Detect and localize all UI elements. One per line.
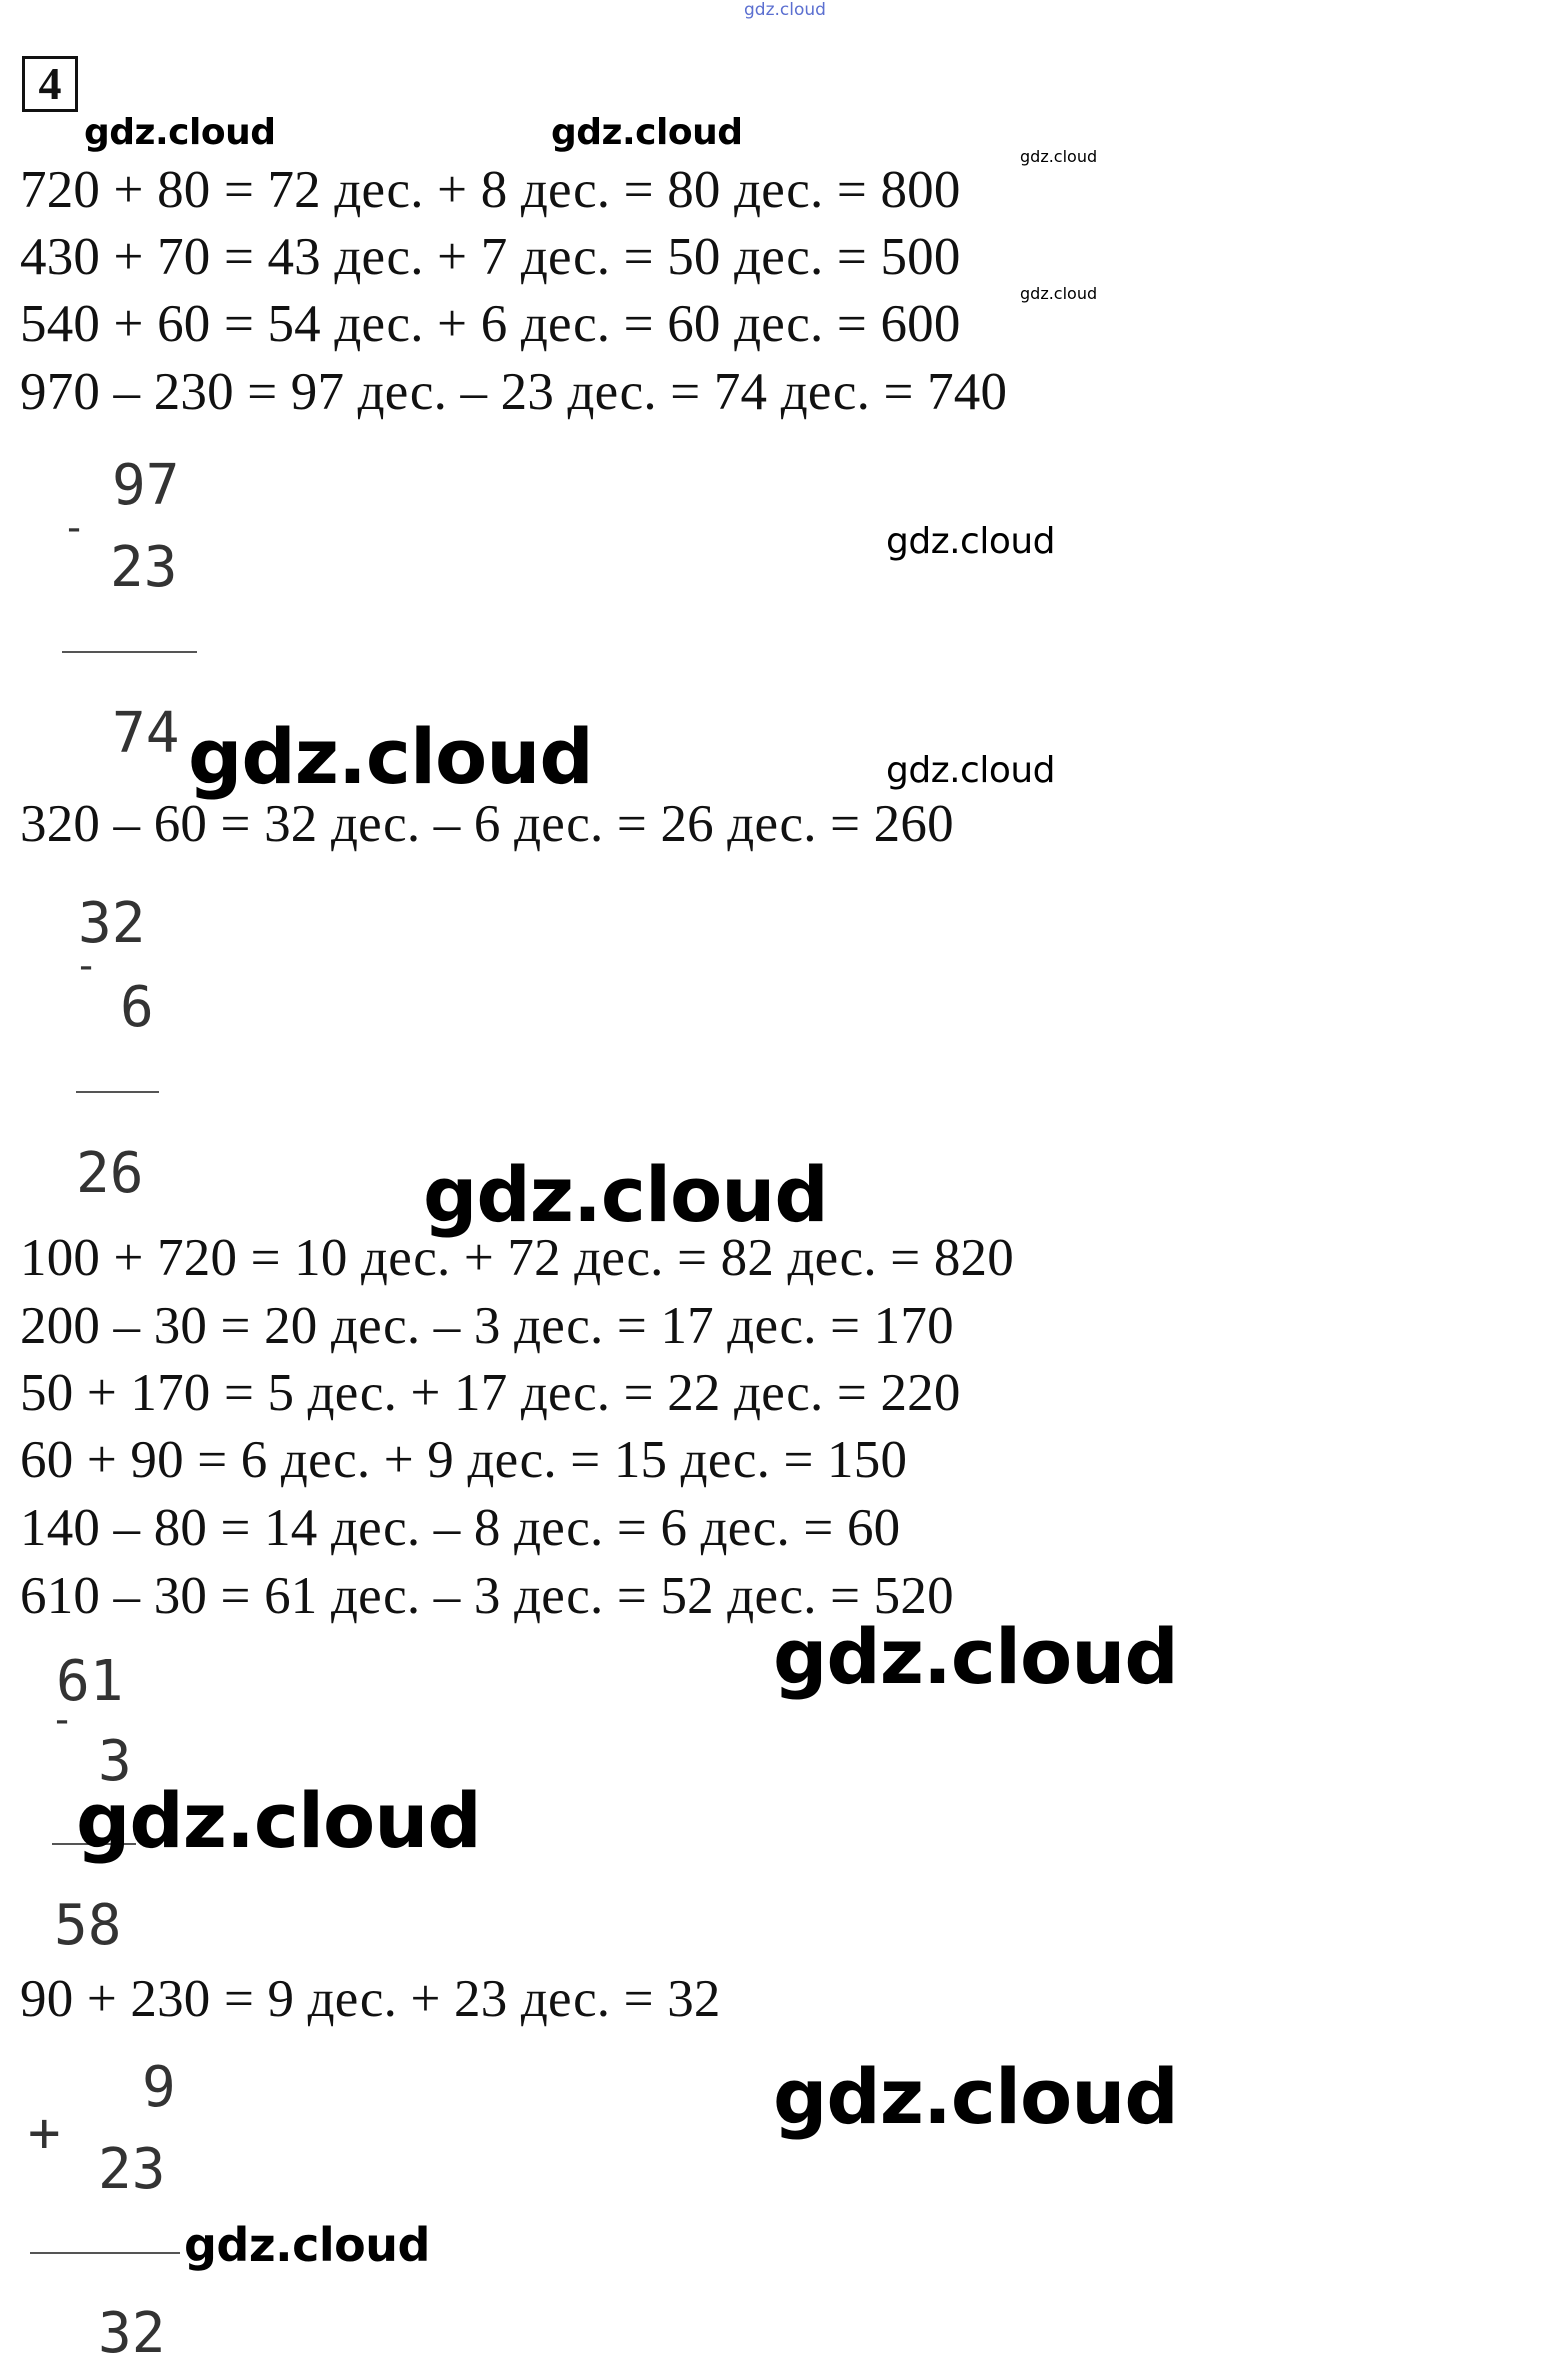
equation-10: 140 – 80 = 14 дес. – 8 дес. = 6 дес. = 60 — [20, 1499, 901, 1557]
watermark-11: gdz.cloud — [773, 2052, 1178, 2141]
watermark-7: gdz.cloud — [886, 750, 1056, 791]
watermark-3: gdz.cloud — [1020, 147, 1098, 166]
watermark-2: gdz.cloud — [551, 112, 743, 153]
equation-12: 90 + 230 = 9 дес. + 23 дес. = 32 — [20, 1970, 721, 2028]
column-1-sign: - — [62, 505, 87, 551]
column-4-result: 32 — [98, 2301, 166, 2366]
watermark-10: gdz.cloud — [76, 1776, 481, 1865]
column-2-result: 26 — [76, 1141, 144, 1206]
equation-9: 60 + 90 = 6 дес. + 9 дес. = 15 дес. = 150 — [20, 1431, 908, 1489]
column-1-result: 74 — [112, 701, 180, 766]
task-number: 4 — [38, 58, 62, 109]
watermark-12: gdz.cloud — [184, 2218, 430, 2272]
column-3-bottom: 3 — [98, 1729, 132, 1794]
equation-11: 610 – 30 = 61 дес. – 3 дес. = 52 дес. = 520 — [20, 1567, 954, 1625]
equation-4: 970 – 230 = 97 дес. – 23 дес. = 74 дес. = 740 — [20, 363, 1008, 421]
watermark-1: gdz.cloud — [84, 112, 276, 153]
watermark-9: gdz.cloud — [773, 1612, 1178, 1701]
column-2-sign: - — [74, 943, 99, 989]
column-4-top: 9 — [142, 2055, 176, 2120]
watermark-top: gdz.cloud — [744, 0, 826, 20]
watermark-8: gdz.cloud — [423, 1150, 828, 1239]
column-1-line — [62, 651, 197, 653]
column-4-sign: + — [28, 2101, 61, 2164]
equation-7: 200 – 30 = 20 дес. – 3 дес. = 17 дес. = 170 — [20, 1297, 954, 1355]
watermark-6: gdz.cloud — [188, 712, 593, 801]
watermark-5: gdz.cloud — [886, 521, 1056, 562]
equation-2: 430 + 70 = 43 дес. + 7 дес. = 50 дес. = 500 — [20, 228, 961, 286]
column-2-line — [76, 1091, 159, 1093]
equation-1: 720 + 80 = 72 дес. + 8 дес. = 80 дес. = 800 — [20, 161, 961, 219]
equation-3: 540 + 60 = 54 дес. + 6 дес. = 60 дес. = 600 — [20, 295, 961, 353]
column-4-bottom: 23 — [98, 2137, 166, 2202]
equation-6: 100 + 720 = 10 дес. + 72 дес. = 82 дес. = 820 — [20, 1229, 1014, 1287]
column-3-result: 58 — [54, 1893, 122, 1958]
column-4-line — [30, 2252, 180, 2254]
column-1-top: 97 — [112, 453, 180, 518]
column-3-sign: - — [50, 1697, 75, 1743]
column-1-bottom: 23 — [110, 535, 178, 600]
column-2-top: 32 — [78, 891, 146, 956]
task-number-box — [22, 56, 78, 112]
column-2-bottom: 6 — [120, 975, 154, 1040]
watermark-4: gdz.cloud — [1020, 284, 1098, 303]
column-3-top: 61 — [56, 1649, 124, 1714]
equation-5: 320 – 60 = 32 дес. – 6 дес. = 26 дес. = 260 — [20, 795, 954, 853]
equation-8: 50 + 170 = 5 дес. + 17 дес. = 22 дес. = 220 — [20, 1364, 961, 1422]
